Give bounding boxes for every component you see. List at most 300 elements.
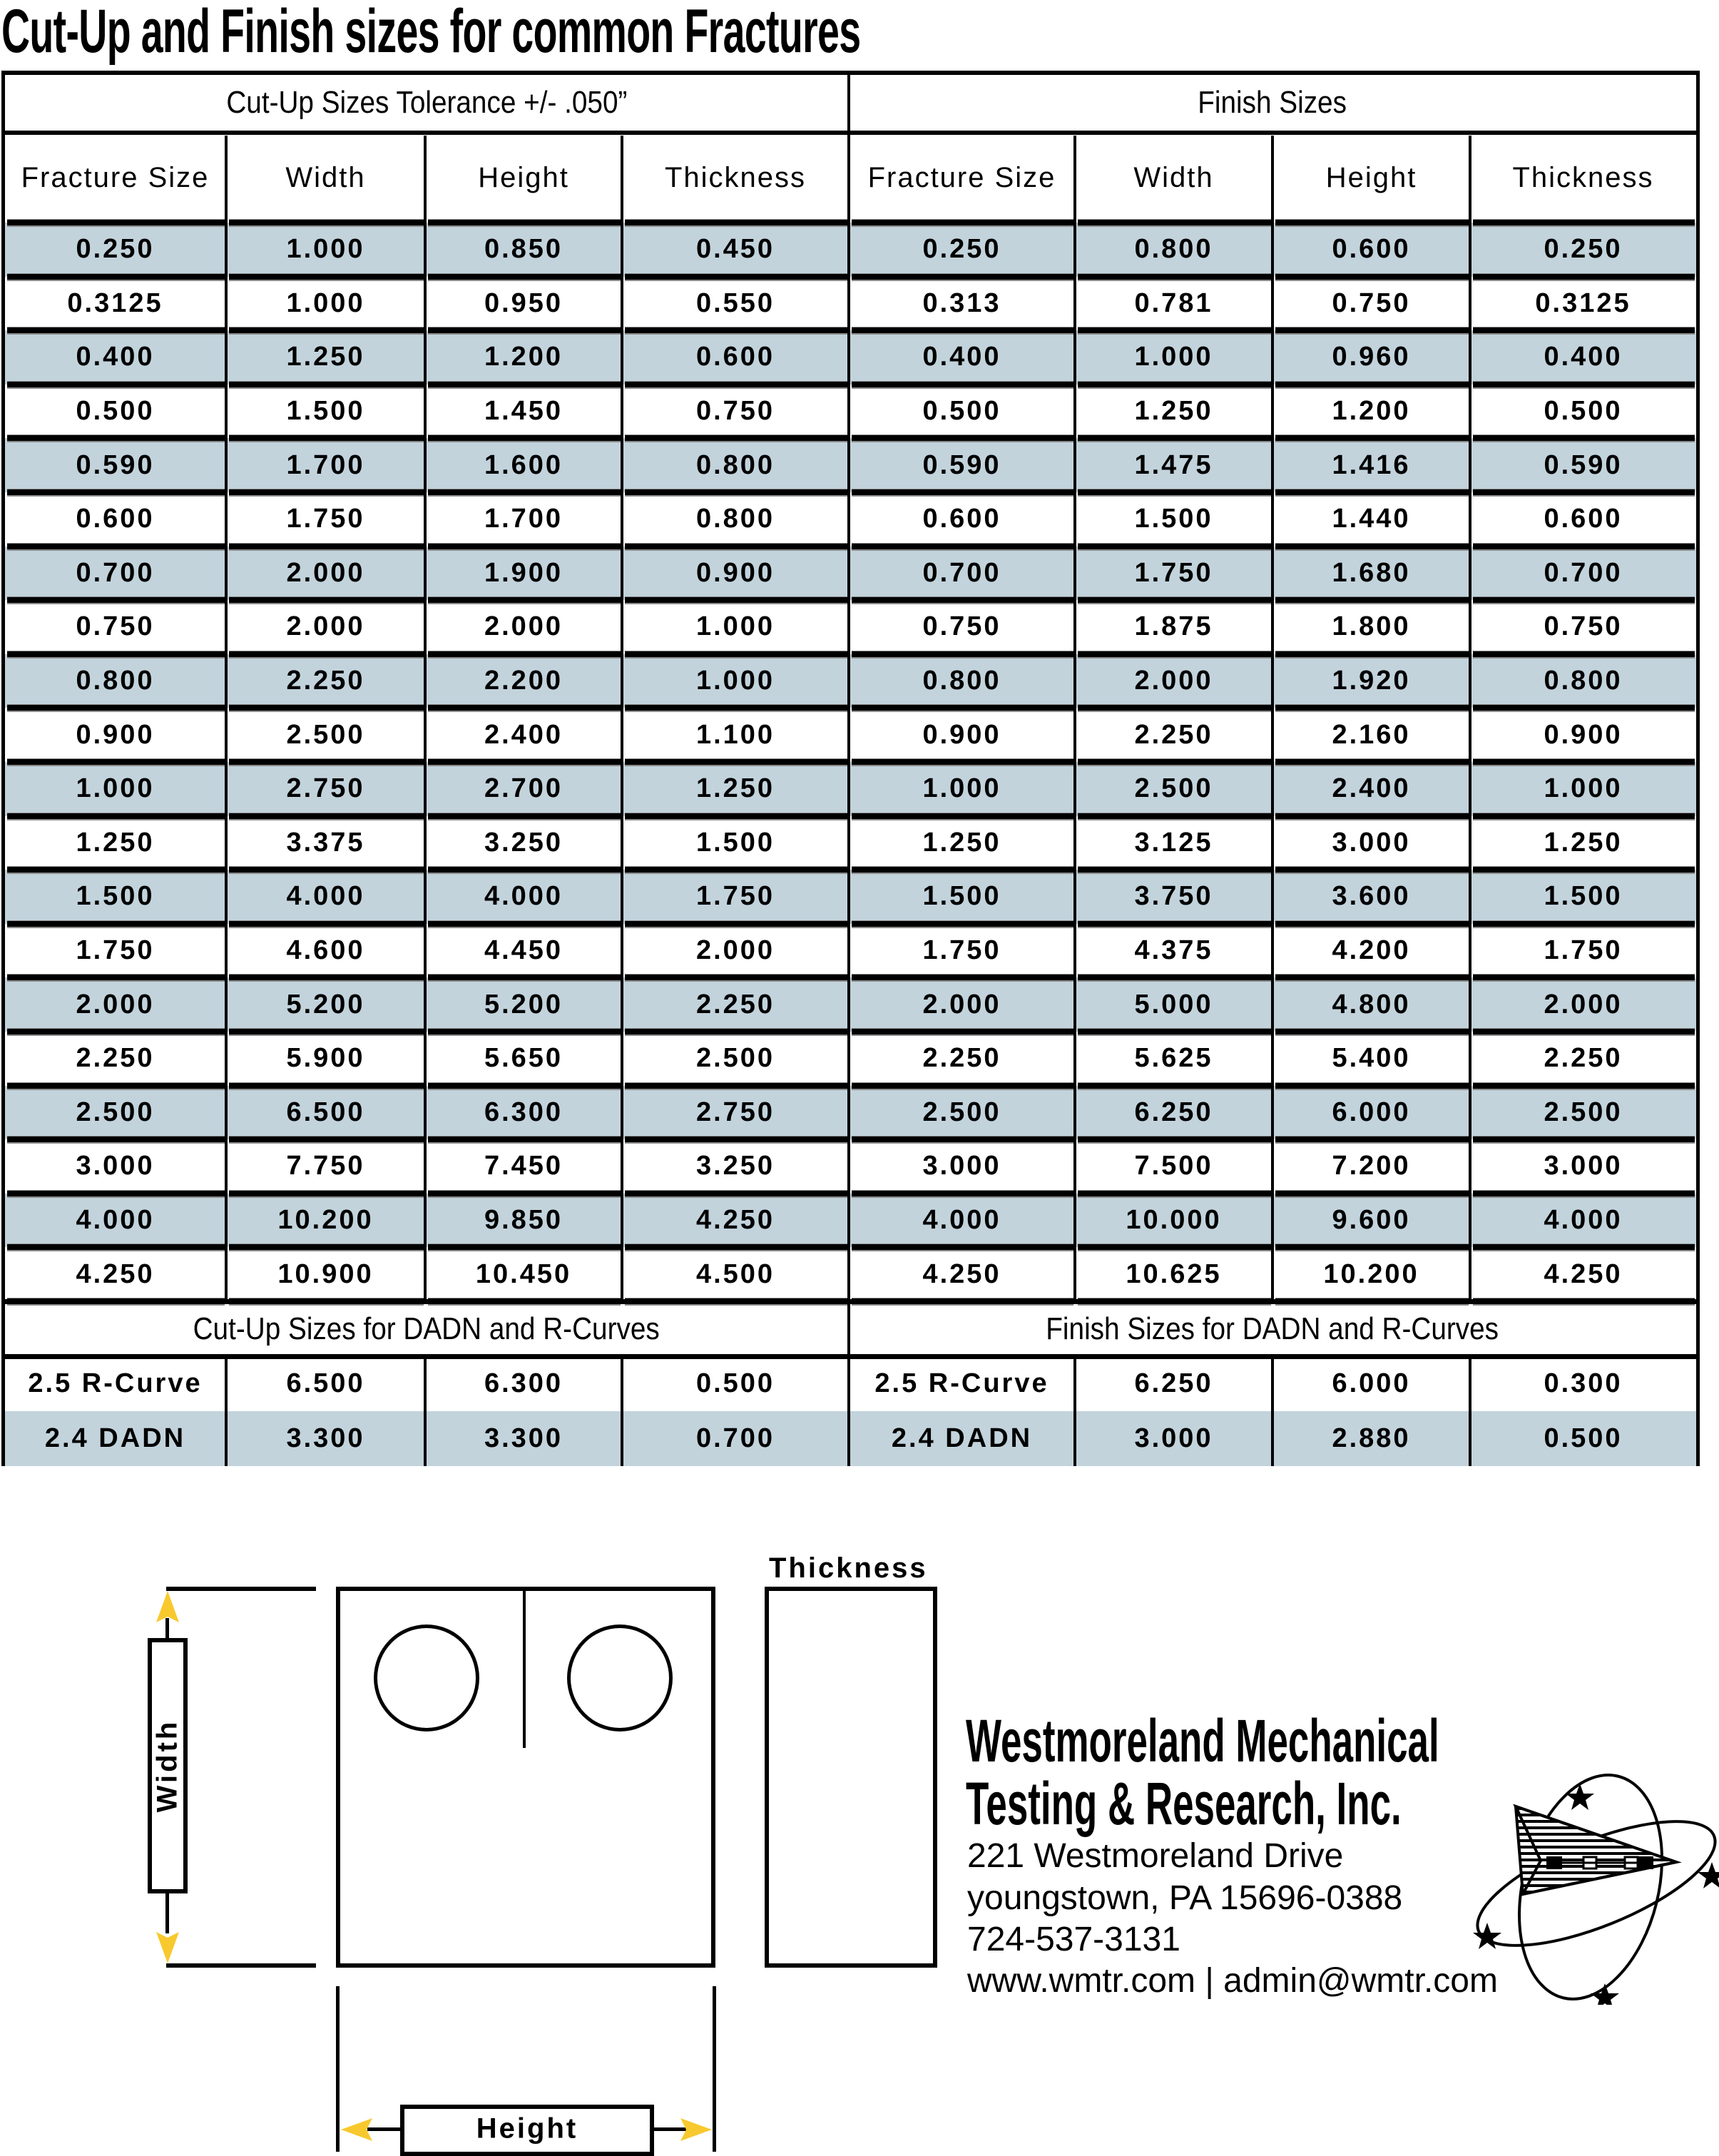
- column-divider: [1073, 136, 1076, 1301]
- row-divider: [852, 544, 1073, 549]
- row-divider: [1275, 921, 1469, 927]
- row-divider: [1275, 274, 1469, 280]
- table-cell: 1.680: [1332, 557, 1411, 588]
- table-cell: 4.375: [1134, 935, 1213, 966]
- row-divider: [229, 597, 424, 603]
- table-cell: 7.750: [286, 1151, 365, 1181]
- table-cell: 3.600: [1332, 881, 1411, 912]
- table-cell: 0.800: [76, 666, 155, 696]
- row-divider: [229, 489, 424, 495]
- table-cell: 2.000: [695, 935, 775, 966]
- table-cell: 1.440: [1332, 504, 1411, 534]
- arrow-down-icon: [155, 1931, 180, 1963]
- row-divider: [1078, 435, 1271, 441]
- group-header-cutup: [4, 73, 849, 133]
- table-cell: 1.250: [1544, 827, 1623, 858]
- row-divider: [852, 921, 1073, 927]
- table-cell: 0.250: [1544, 234, 1623, 265]
- table-cell: 2.750: [286, 773, 365, 804]
- row-divider: [1473, 1137, 1695, 1142]
- table-cell: 2.250: [1544, 1043, 1623, 1074]
- column-header: Fracture Size: [21, 161, 210, 193]
- row-divider: [1473, 435, 1695, 441]
- row-divider: [1275, 489, 1469, 495]
- row-divider: [1473, 1029, 1695, 1034]
- row-divider: [428, 759, 621, 765]
- table-cell: 0.900: [922, 719, 1001, 750]
- table-cell: 0.600: [922, 504, 1001, 534]
- table-cell: 2.4 DADN: [891, 1423, 1033, 1453]
- table-cell: 1.900: [484, 557, 563, 588]
- table-cell: 0.800: [695, 449, 775, 480]
- table-cell: 3.000: [1134, 1423, 1213, 1453]
- table-cell: 0.750: [1332, 288, 1411, 318]
- row-divider: [1078, 1137, 1271, 1142]
- column-divider: [225, 136, 228, 1301]
- table-cell: 3.300: [484, 1423, 563, 1453]
- table-cell: 10.900: [277, 1258, 374, 1289]
- table-cell: 10.625: [1126, 1258, 1222, 1289]
- row-divider: [852, 1029, 1073, 1034]
- row-divider: [625, 1244, 847, 1250]
- row-divider: [428, 489, 621, 495]
- pin-hole-right: [567, 1624, 673, 1732]
- column-header: Width: [1133, 161, 1214, 193]
- row-divider: [229, 1083, 424, 1089]
- table-cell: 5.200: [286, 989, 365, 1019]
- row-divider: [625, 921, 847, 927]
- table-cell: 0.781: [1134, 288, 1213, 318]
- row-divider: [229, 1029, 424, 1034]
- row-divider: [229, 705, 424, 711]
- row-divider: [1275, 220, 1469, 225]
- table-cell: 1.700: [484, 504, 563, 534]
- row-divider: [428, 597, 621, 603]
- table-cell: 3.250: [695, 1151, 775, 1181]
- row-divider: [1275, 597, 1469, 603]
- table-cell: 0.800: [695, 504, 775, 534]
- thickness-label: Thickness: [769, 1552, 928, 1584]
- table-cell: 5.400: [1332, 1043, 1411, 1074]
- table-cell: 7.200: [1332, 1151, 1411, 1181]
- row-divider: [852, 1244, 1073, 1250]
- row-divider: [1078, 705, 1271, 711]
- row-divider: [1473, 327, 1695, 333]
- table-cell: 2.5 R-Curve: [28, 1368, 203, 1398]
- table-cell: 7.500: [1134, 1151, 1213, 1181]
- row-divider: [625, 382, 847, 387]
- row-divider: [229, 1137, 424, 1142]
- group-header-cutup-label: Cut-Up Sizes Tolerance +/- .050”: [225, 85, 628, 120]
- row-divider: [852, 327, 1073, 333]
- row-divider: [852, 759, 1073, 765]
- table-cell: 3.125: [1134, 827, 1213, 858]
- row-divider: [1275, 1191, 1469, 1196]
- arrow-right-icon: [679, 2117, 712, 2142]
- table-cell: 4.200: [1332, 935, 1411, 966]
- table-cell: 4.250: [695, 1205, 775, 1236]
- table-cell: 0.900: [76, 719, 155, 750]
- column-divider: [225, 1359, 228, 1466]
- table-cell: 1.250: [1134, 396, 1213, 427]
- table-cell: 0.900: [695, 557, 775, 588]
- table-cell: 1.500: [695, 827, 775, 858]
- table-cell: 1.500: [76, 881, 155, 912]
- row-divider: [7, 1244, 225, 1250]
- table-cell: 10.200: [1323, 1258, 1419, 1289]
- row-divider: [1078, 1029, 1271, 1034]
- table-cell: 1.750: [286, 504, 365, 534]
- table-cell: 6.250: [1134, 1368, 1213, 1398]
- table-cell: 1.750: [1134, 557, 1213, 588]
- table-cell: 1.700: [286, 449, 365, 480]
- table-cell: 2.500: [695, 1043, 775, 1074]
- row-divider: [7, 544, 225, 549]
- row-divider: [1078, 813, 1271, 819]
- row-divider: [1275, 705, 1469, 711]
- row-divider: [1473, 489, 1695, 495]
- row-divider: [428, 1191, 621, 1196]
- row-divider: [852, 813, 1073, 819]
- row-divider: [1078, 597, 1271, 603]
- table-cell: 2.000: [484, 611, 563, 642]
- row-divider: [7, 705, 225, 711]
- table-cell: 0.3125: [67, 288, 163, 318]
- table-cell: 3.000: [1332, 827, 1411, 858]
- row-divider: [1275, 1083, 1469, 1089]
- table-cell: 1.000: [695, 611, 775, 642]
- row-divider: [7, 1029, 225, 1034]
- row-divider: [1275, 1137, 1469, 1142]
- table-cell: 1.475: [1134, 449, 1213, 480]
- row-divider: [229, 274, 424, 280]
- row-divider: [625, 327, 847, 333]
- table-cell: 1.500: [286, 396, 365, 427]
- row-divider: [852, 220, 1073, 225]
- row-divider: [625, 274, 847, 280]
- column-header: Fracture Size: [867, 161, 1056, 193]
- row-divider: [1078, 1244, 1271, 1250]
- row-divider: [229, 435, 424, 441]
- table-cell: 2.000: [922, 989, 1001, 1019]
- table-cell: 0.800: [1544, 666, 1623, 696]
- row-divider: [428, 1137, 621, 1142]
- row-divider: [1473, 921, 1695, 927]
- table-cell: 0.750: [76, 611, 155, 642]
- table-cell: 1.450: [484, 396, 563, 427]
- row-divider: [229, 1191, 424, 1196]
- row-divider: [229, 544, 424, 549]
- table-cell: 4.000: [922, 1205, 1001, 1236]
- row-divider: [7, 489, 225, 495]
- table-cell: 2.200: [484, 666, 563, 696]
- column-divider: [1469, 136, 1471, 1301]
- table-cell: 3.000: [1544, 1151, 1623, 1181]
- row-divider: [1275, 651, 1469, 657]
- row-divider: [852, 597, 1073, 603]
- table-cell: 2.500: [1544, 1097, 1623, 1127]
- row-divider: [428, 544, 621, 549]
- table-cell: 6.000: [1332, 1097, 1411, 1127]
- table-cell: 0.550: [695, 288, 775, 318]
- table-cell: 1.250: [922, 827, 1001, 858]
- pin-hole-left: [374, 1624, 479, 1732]
- row-divider: [428, 220, 621, 225]
- row-divider: [1078, 544, 1271, 549]
- table-cell: 5.650: [484, 1043, 563, 1074]
- row-divider: [7, 867, 225, 873]
- column-divider: [424, 1359, 427, 1466]
- row-divider: [1275, 544, 1469, 549]
- row-divider: [852, 1083, 1073, 1089]
- row-divider: [1473, 813, 1695, 819]
- row-divider: [852, 1191, 1073, 1196]
- table-cell: 0.700: [695, 1423, 775, 1453]
- arrow-up-icon: [155, 1591, 180, 1624]
- row-divider: [1078, 975, 1271, 980]
- table-cell: 0.900: [1544, 719, 1623, 750]
- column-divider: [1271, 1359, 1274, 1466]
- table-cell: 1.250: [695, 773, 775, 804]
- table-cell: 4.600: [286, 935, 365, 966]
- company-phone: 724-537-3131: [967, 1921, 1180, 1958]
- width-extension-line-top: [166, 1587, 316, 1591]
- table-cell: 2.500: [76, 1097, 155, 1127]
- table-cell: 2.250: [922, 1043, 1001, 1074]
- company-name-line2: Testing & Research, Inc.: [966, 1770, 1402, 1837]
- table-cell: 4.000: [76, 1205, 155, 1236]
- row-divider: [1078, 382, 1271, 387]
- table-cell: 1.416: [1332, 449, 1411, 480]
- table-cell: 4.000: [286, 881, 365, 912]
- table-cell: 3.300: [286, 1423, 365, 1453]
- column-divider: [424, 136, 427, 1301]
- row-divider: [625, 867, 847, 873]
- table-cell: 3.000: [76, 1151, 155, 1181]
- special-header-finish-label: Finish Sizes for DADN and R-Curves: [1046, 1311, 1499, 1346]
- row-divider: [852, 435, 1073, 441]
- group-header-finish: [849, 73, 1696, 133]
- special-header-cutup: [4, 1301, 849, 1356]
- row-divider: [428, 813, 621, 819]
- table-cell: 0.300: [1544, 1368, 1623, 1398]
- table-left-border: [1, 71, 5, 1466]
- row-divider: [625, 1083, 847, 1089]
- table-cell: 1.600: [484, 449, 563, 480]
- table-cell: 1.750: [1544, 935, 1623, 966]
- row-divider: [1275, 435, 1469, 441]
- table-cell: 1.750: [695, 881, 775, 912]
- table-cell: 4.800: [1332, 989, 1411, 1019]
- row-divider: [428, 867, 621, 873]
- row-divider: [229, 651, 424, 657]
- row-divider: [625, 489, 847, 495]
- row-divider: [1473, 597, 1695, 603]
- table-cell: 2.500: [286, 719, 365, 750]
- row-divider: [428, 435, 621, 441]
- notch-slit: [523, 1590, 526, 1748]
- table-cell: 1.800: [1332, 611, 1411, 642]
- table-cell: 4.000: [484, 881, 563, 912]
- row-divider: [229, 327, 424, 333]
- table-cell: 6.500: [286, 1097, 365, 1127]
- table-cell: 2.500: [1134, 773, 1213, 804]
- row-divider: [1473, 220, 1695, 225]
- table-cell: 1.000: [286, 234, 365, 265]
- row-divider: [7, 220, 225, 225]
- row-divider: [7, 597, 225, 603]
- page-title: Cut-Up and Finish sizes for common Fractures: [1, 0, 861, 66]
- table-cell: 0.500: [1544, 1423, 1623, 1453]
- fracture-sizes-table: [4, 73, 1696, 1479]
- table-cell: 5.625: [1134, 1043, 1213, 1074]
- row-divider: [7, 975, 225, 980]
- table-cell: 2.000: [286, 557, 365, 588]
- row-divider: [229, 975, 424, 980]
- table-cell: 2.400: [484, 719, 563, 750]
- table-cell: 9.850: [484, 1205, 563, 1236]
- row-divider: [625, 975, 847, 980]
- row-divider: [7, 274, 225, 280]
- row-divider: [1078, 1083, 1271, 1089]
- table-cell: 0.400: [76, 342, 155, 372]
- table-cell: 2.250: [1134, 719, 1213, 750]
- table-cell: 3.750: [1134, 881, 1213, 912]
- table-cell: 0.3125: [1535, 288, 1631, 318]
- row-divider: [1473, 975, 1695, 980]
- table-cell: 0.500: [1544, 396, 1623, 427]
- row-divider: [1473, 274, 1695, 280]
- row-divider: [1275, 759, 1469, 765]
- table-cell: 0.450: [695, 234, 775, 265]
- row-divider: [1473, 1191, 1695, 1196]
- special-header-finish: [849, 1301, 1696, 1356]
- table-cell: 1.200: [1332, 396, 1411, 427]
- row-divider: [428, 1244, 621, 1250]
- row-divider: [1473, 382, 1695, 387]
- row-divider: [625, 220, 847, 225]
- row-divider: [1078, 759, 1271, 765]
- row-divider: [1473, 759, 1695, 765]
- row-divider: [7, 1083, 225, 1089]
- row-divider: [1473, 1083, 1695, 1089]
- table-cell: 7.450: [484, 1151, 563, 1181]
- table-cell: 4.250: [922, 1258, 1001, 1289]
- table-cell: 0.700: [76, 557, 155, 588]
- row-divider: [428, 382, 621, 387]
- company-city: youngstown, PA 15696-0388: [967, 1879, 1403, 1917]
- table-cell: 2.750: [695, 1097, 775, 1127]
- table-cell: 0.800: [1134, 234, 1213, 265]
- table-cell: 1.000: [1544, 773, 1623, 804]
- table-cell: 1.875: [1134, 611, 1213, 642]
- row-divider: [1275, 813, 1469, 819]
- table-cell: 6.000: [1332, 1368, 1411, 1398]
- table-cell: 0.250: [922, 234, 1001, 265]
- row-divider: [625, 705, 847, 711]
- group-header-divider: [4, 131, 1698, 135]
- table-cell: 2.4 DADN: [44, 1423, 186, 1453]
- table-cell: 6.250: [1134, 1097, 1213, 1127]
- row-divider: [852, 1137, 1073, 1142]
- specimen-edge-rect: [765, 1587, 937, 1968]
- row-divider: [7, 327, 225, 333]
- company-web-email[interactable]: www.wmtr.com | admin@wmtr.com: [967, 1962, 1498, 2000]
- table-cell: 0.750: [1544, 611, 1623, 642]
- table-cell: 1.750: [922, 935, 1001, 966]
- table-cell: 0.500: [922, 396, 1001, 427]
- row-divider: [428, 651, 621, 657]
- width-label: Width: [151, 1719, 183, 1813]
- table-cell: 0.313: [922, 288, 1001, 318]
- table-cell: 1.500: [1134, 504, 1213, 534]
- row-divider: [625, 1191, 847, 1196]
- row-divider: [625, 813, 847, 819]
- table-cell: 2.500: [922, 1097, 1001, 1127]
- row-divider: [852, 867, 1073, 873]
- row-divider: [428, 1029, 621, 1034]
- table-cell: 9.600: [1332, 1205, 1411, 1236]
- width-extension-line-bottom: [166, 1963, 316, 1968]
- row-divider: [1473, 1244, 1695, 1250]
- table-cell: 0.600: [76, 504, 155, 534]
- table-cell: 1.250: [286, 342, 365, 372]
- row-divider: [852, 382, 1073, 387]
- table-top-border: [4, 71, 1698, 75]
- table-cell: 0.800: [922, 666, 1001, 696]
- row-divider: [852, 274, 1073, 280]
- row-divider: [852, 975, 1073, 980]
- column-divider: [1271, 136, 1274, 1301]
- arrow-left-icon: [341, 2117, 374, 2142]
- row-divider: [1078, 327, 1271, 333]
- column-header: Height: [478, 161, 569, 193]
- table-cell: 4.500: [695, 1258, 775, 1289]
- row-divider: [229, 1244, 424, 1250]
- row-divider: [7, 1137, 225, 1142]
- table-cell: 0.750: [922, 611, 1001, 642]
- table-cell: 10.000: [1126, 1205, 1222, 1236]
- row-divider: [625, 544, 847, 549]
- table-cell: 4.000: [1544, 1205, 1623, 1236]
- column-header: Thickness: [664, 161, 807, 193]
- table-cell: 0.950: [484, 288, 563, 318]
- table-cell: 0.250: [76, 234, 155, 265]
- table-cell: 6.300: [484, 1097, 563, 1127]
- table-cell: 1.100: [695, 719, 775, 750]
- row-divider: [1078, 1191, 1271, 1196]
- row-divider: [229, 813, 424, 819]
- row-divider: [852, 651, 1073, 657]
- company-name-line1: Westmoreland Mechanical: [966, 1707, 1439, 1774]
- table-cell: 2.700: [484, 773, 563, 804]
- group-header-finish-label: Finish Sizes: [1198, 85, 1347, 120]
- table-cell: 4.450: [484, 935, 563, 966]
- table-cell: 5.900: [286, 1043, 365, 1074]
- row-divider: [1078, 651, 1271, 657]
- table-cell: 0.590: [76, 449, 155, 480]
- row-divider: [229, 867, 424, 873]
- table-cell: 1.920: [1332, 666, 1411, 696]
- height-extension-line-right: [713, 1986, 716, 2152]
- special-section-top-border: [4, 1299, 1698, 1304]
- row-divider: [625, 597, 847, 603]
- row-divider: [1473, 651, 1695, 657]
- row-divider: [1078, 489, 1271, 495]
- column-divider: [621, 1359, 623, 1466]
- row-divider: [428, 327, 621, 333]
- row-divider: [7, 1191, 225, 1196]
